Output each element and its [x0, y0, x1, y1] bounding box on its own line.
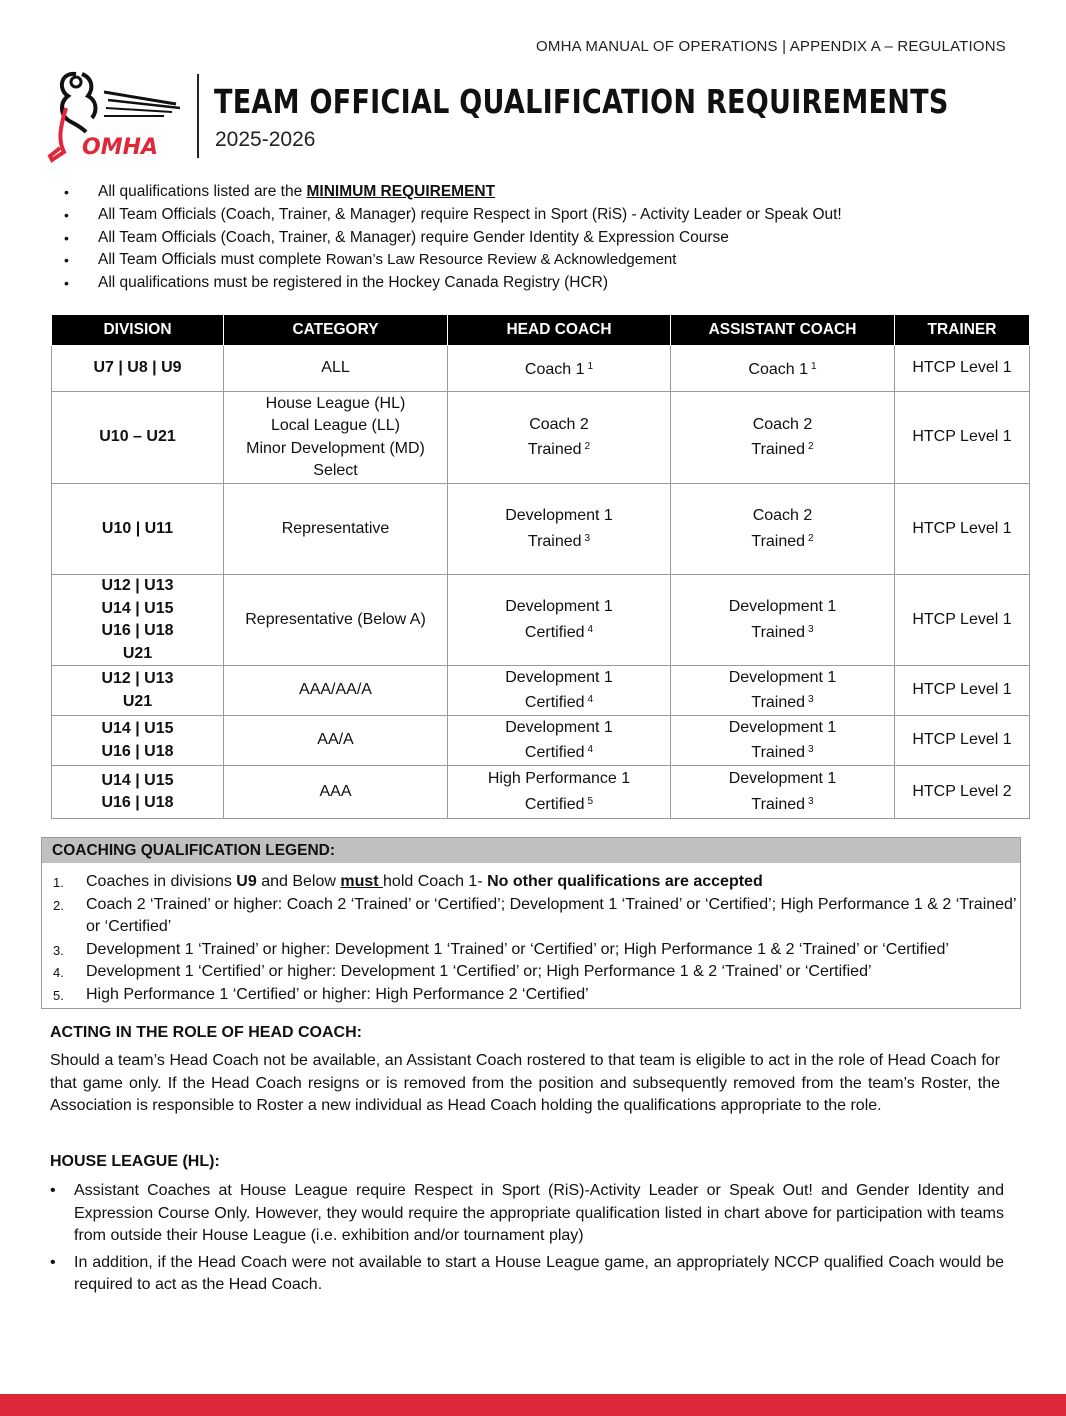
assistant-coach-cell: Development 1 Trained $^3$	[671, 766, 895, 819]
head-coach-cell: Development 1 Certified $^4$	[448, 575, 671, 666]
head-coach-cell: Coach 2 Trained $^2$	[448, 392, 671, 484]
title-divider	[197, 74, 199, 158]
list-item: • In addition, if the Head Coach were not available to start a House League game, an appropriately NCCP qualified Coach would be required to act as the Head Coach.	[48, 1252, 1004, 1297]
division-cell: U7 | U8 | U9	[52, 346, 224, 392]
list-item	[62, 249, 1042, 272]
legend-item: 1. Coaches in divisions U9 and Below must hold Coach 1- No other qualifications are accepted	[53, 873, 763, 890]
col-head-coach: HEAD COACH	[448, 315, 671, 346]
category-cell: AAA/AA/A	[224, 666, 448, 716]
category-cell: ALL	[224, 346, 448, 392]
list-item	[62, 181, 1042, 204]
assistant-coach-cell: Development 1 Trained $^3$	[671, 666, 895, 716]
list-item: • All Team Officials (Coach, Trainer, & Manager) require Gender Identity & Expression Course	[62, 227, 1042, 250]
rowans-law-text: Rowan’s Law Resource Review & Acknowledgement	[325, 251, 677, 269]
table-row	[52, 484, 1030, 575]
table-row	[52, 346, 1030, 392]
legend-item: 4. Development 1 ‘Certified’ or higher: Development 1 ‘Certified’ or; High Performance 1 & 2 ‘Trained’ or ‘Certified’	[53, 963, 872, 980]
logo-text: OMHA	[82, 135, 159, 160]
house-league-list	[48, 1180, 1004, 1301]
head-coach-cell: Development 1 Certified $^4$	[448, 666, 671, 716]
assistant-coach-cell: Coach 2 Trained $^2$	[671, 484, 895, 575]
omha-logo	[46, 68, 186, 168]
table-header-row	[52, 315, 1030, 346]
assistant-coach-cell: Coach 2 Trained $^2$	[671, 392, 895, 484]
table-row	[52, 575, 1030, 666]
legend-list	[42, 863, 1020, 1008]
head-coach-cell: High Performance 1 Certified $^5$	[448, 766, 671, 819]
acting-head-coach-body: Should a team’s Head Coach not be available, an Assistant Coach rostered to that team is eligible to act in the role of Head Coach for that game only. If the Head Coach resigns or is removed from the position and subsequently removed from the team’s Roster, the Association is responsible to Roster a new individual as Head Coach holding the qualifications appropriate to the role.	[50, 1052, 1000, 1114]
house-league-heading: HOUSE LEAGUE (HL):	[50, 1153, 220, 1170]
category-cell: Representative (Below A)	[224, 575, 448, 666]
assistant-coach-cell: Coach 1 $^1$	[671, 346, 895, 392]
col-division: DIVISION	[52, 315, 224, 346]
bullet-text: All Team Officials must complete	[98, 251, 326, 269]
col-trainer: TRAINER	[895, 315, 1030, 346]
minimum-requirement-emphasis: MINIMUM REQUIREMENT	[306, 183, 496, 200]
category-cell: Representative	[224, 484, 448, 575]
division-cell: U10 | U11	[52, 484, 224, 575]
trainer-cell: HTCP Level 1	[895, 666, 1030, 716]
table-row	[52, 666, 1030, 716]
head-coach-cell: Development 1 Certified $^4$	[448, 716, 671, 766]
legend-item: 2. Coach 2 ‘Trained’ or higher: Coach 2 ‘Trained’ or ‘Certified’; Development 1 ‘Trained’ or ‘Certified’; High Performance 1 & 2 ‘Trained’ or ‘Certified’	[53, 895, 1016, 935]
division-cell: U12 | U13 U21	[52, 666, 224, 716]
head-coach-cell: Development 1 Trained $^3$	[448, 484, 671, 575]
trainer-cell: HTCP Level 1	[895, 716, 1030, 766]
trainer-cell: HTCP Level 1	[895, 346, 1030, 392]
assistant-coach-cell: Development 1 Trained $^3$	[671, 716, 895, 766]
division-cell: U14 | U15 U16 | U18	[52, 766, 224, 819]
page-title: TEAM OFFICIAL QUALIFICATION REQUIREMENTS	[214, 82, 949, 121]
division-cell: U12 | U13 U14 | U15 U16 | U18 U21	[52, 575, 224, 666]
col-assistant-coach: ASSISTANT COACH	[671, 315, 895, 346]
division-cell: U14 | U15 U16 | U18	[52, 716, 224, 766]
legend-item: 5. High Performance 1 ‘Certified’ or higher: High Performance 2 ‘Certified’	[53, 985, 589, 1003]
running-header: OMHA MANUAL OF OPERATIONS | APPENDIX A – REGULATIONS	[536, 38, 1006, 55]
trainer-cell: HTCP Level 2	[895, 766, 1030, 819]
legend-item: 3. Development 1 ‘Trained’ or higher: Development 1 ‘Trained’ or ‘Certified’ or; High Performance 1 & 2 ‘Trained’ or ‘Certified’	[53, 940, 949, 958]
col-category: CATEGORY	[224, 315, 448, 346]
trainer-cell: HTCP Level 1	[895, 484, 1030, 575]
division-cell: U10 – U21	[52, 392, 224, 484]
list-item: • Assistant Coaches at House League require Respect in Sport (RiS)-Activity Leader or Speak Out! and Gender Identity and Expression Course Only. However, they would require the appropriate qualification listed in chart above for participation with teams from outside their House League (i.e. exhibition and/or tournament play)	[48, 1180, 1004, 1248]
assistant-coach-cell: Development 1 Trained $^3$	[671, 575, 895, 666]
legend-title: COACHING QUALIFICATION LEGEND:	[42, 838, 1020, 863]
category-cell: AAA	[224, 766, 448, 819]
table-row	[52, 766, 1030, 819]
season-label: 2025-2026	[215, 128, 316, 151]
trainer-cell: HTCP Level 1	[895, 392, 1030, 484]
acting-head-coach-heading: ACTING IN THE ROLE OF HEAD COACH:	[50, 1024, 362, 1041]
list-item: • All qualifications must be registered in the Hockey Canada Registry (HCR)	[62, 272, 1042, 295]
bullet-text: All qualifications listed are the	[98, 183, 307, 200]
trainer-cell: HTCP Level 1	[895, 575, 1030, 666]
qualification-table	[51, 314, 1030, 819]
coaching-legend	[41, 837, 1021, 1009]
category-cell: House League (HL) Local League (LL) Minor Development (MD) Select	[224, 392, 448, 484]
footer-bar	[0, 1394, 1066, 1416]
requirements-list	[62, 181, 1042, 295]
head-coach-cell: Coach 1 $^1$	[448, 346, 671, 392]
hockey-player-logo-icon	[46, 68, 186, 168]
list-item: • All Team Officials (Coach, Trainer, & Manager) require Respect in Sport (RiS) - Activity Leader or Speak Out!	[62, 204, 1042, 227]
table-row	[52, 392, 1030, 484]
table-row	[52, 716, 1030, 766]
category-cell: AA/A	[224, 716, 448, 766]
